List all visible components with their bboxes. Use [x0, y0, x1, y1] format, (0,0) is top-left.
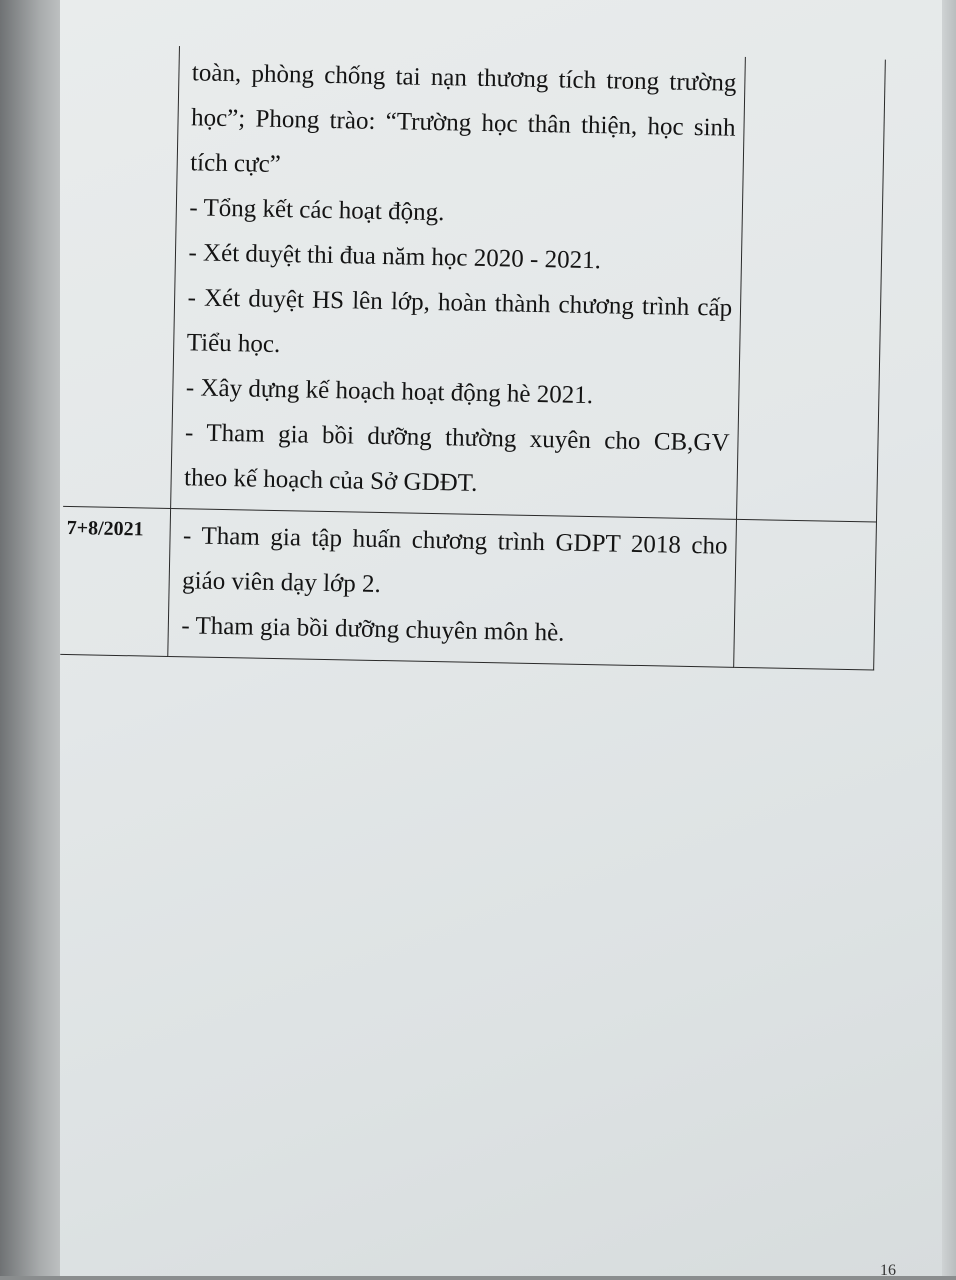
- activity-line: - Tham gia bồi dưỡng thường xuyên cho CB,GV: [184, 419, 730, 457]
- page-edge: [942, 0, 956, 1276]
- activity-line: - Xét duyệt HS lên lớp, hoàn thành chương trình cấp: [187, 284, 733, 322]
- activity-line: Tiểu học.: [186, 329, 281, 359]
- page-number: 16: [880, 1262, 896, 1279]
- activity-line: - Xây dựng kế hoạch hoạt động hè 2021.: [185, 374, 594, 410]
- note-cell: [737, 57, 886, 522]
- activity-line: tích cực”: [189, 149, 282, 179]
- table-row: [63, 44, 885, 522]
- activity-line: học”; Phong trào: “Trường học thân thiện, học sinh: [190, 104, 736, 142]
- activity-line: - Tham gia bồi dưỡng chuyên môn hè.: [181, 612, 565, 647]
- activity-line: - Tham gia tập huấn chương trình GDPT 2018 cho: [182, 522, 728, 560]
- note-cell: [734, 519, 877, 670]
- activity-line: giáo viên dạy lớp 2.: [181, 567, 382, 599]
- activity-line: theo kế hoạch của Sở GDĐT.: [183, 464, 478, 497]
- plan-table: [60, 44, 886, 671]
- table-row: [60, 506, 876, 670]
- activity-line: - Tổng kết các hoạt động.: [189, 194, 445, 227]
- activity-cell: [171, 46, 745, 519]
- activity-cell: [168, 508, 736, 667]
- activity-line: - Xét duyệt thi đua năm học 2020 - 2021.: [188, 239, 602, 275]
- date-cell: 7+8/2021: [60, 506, 171, 656]
- date-cell: [63, 44, 180, 508]
- activity-line: toàn, phòng chống tai nạn thương tích trong trường: [191, 59, 737, 97]
- schedule-table: [60, 44, 886, 671]
